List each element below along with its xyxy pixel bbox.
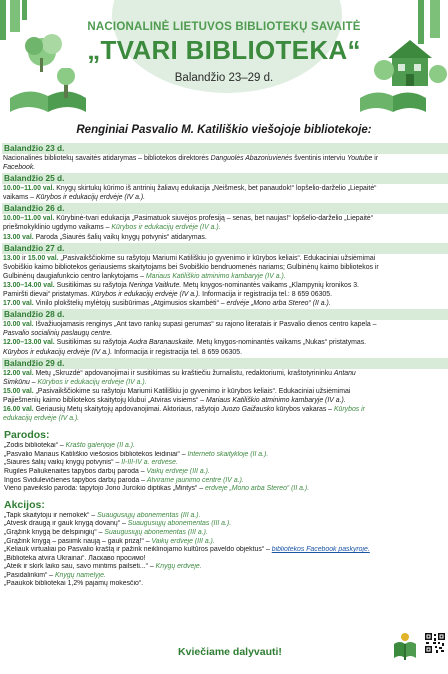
day-header: Balandžio 26 d. (2, 203, 448, 214)
event-time: 10.00–11.00 val. (3, 185, 55, 193)
emphasis-text: Kūrybos ir edukacijų erdvėje (IV a.). (35, 194, 146, 202)
action-item (2, 555, 444, 564)
entry-text: Ingos Svidulevičienės tapybos darbų paroda – (4, 476, 147, 484)
entry-text: „Pasivaikščiokime su rašytoju Mariumi Katiliškiu jo gyvenimo ir kūrybos keliais“. Edukaciniai užsiėmimai (58, 254, 376, 262)
entry-text: – (29, 378, 38, 386)
event-line (2, 348, 448, 357)
entry-text: kūrybos vakaras – (274, 405, 334, 413)
emphasis-text: Kūrybos ir edukacijų erdvėje (IV a.). (91, 291, 201, 299)
event-line (2, 329, 448, 338)
emphasis-text: Neringa Vaitkute. (128, 281, 182, 289)
entry-text: Išvažiuojamasis renginys „Ant tavo rankų supasi gerumas“ su rajono literatais ir Pasvalio dienos centro kapela – (33, 321, 377, 329)
event-line (2, 414, 448, 423)
entry-text: Metų knygos-nominantės vaikams „Nukas“ pristatymas. (194, 339, 367, 347)
entry-text: Knygų skirtukų kūrimo iš antrinių žaliavų edukacija „Neišmesk, bet panaudok!“ lopšelio-darželio „Liepaitė“ (54, 185, 377, 193)
entry-text: Pajiešmenių kaimo bibliotekos skaitytojų klubui „Atviras visiems“ – (3, 396, 206, 404)
action-item (2, 529, 444, 538)
actions-title: Akcijos: (4, 498, 45, 511)
event-line (2, 263, 448, 272)
emphasis-text: Audra Baranauskaite. (128, 339, 195, 347)
exhibition-item (2, 477, 444, 486)
action-item (2, 572, 444, 581)
entry-text: Rugilės Paliukėnaitės tapybos darbų paroda – (4, 467, 147, 475)
emphasis-text: Youtube (347, 155, 373, 162)
exhibition-item (2, 451, 444, 460)
event-location: Vaikų erdvėje (III a.). (151, 537, 215, 545)
entry-text: Susitikimas su rašytoja (54, 339, 129, 347)
event-line (2, 193, 448, 202)
entry-text: vaikams – (3, 194, 36, 202)
action-item (2, 512, 444, 521)
event-line (2, 233, 448, 242)
emphasis-text: erdvėje „Mono arba Stereo“ (II a.). (226, 300, 331, 308)
entry-text: priešmokyklinio ugdymo vaikams – (3, 224, 112, 232)
entry-text: Pamiršti dievai“ pristatymas. (3, 291, 92, 299)
event-location: erdvėje „Mono arba Stereo“ (II a.). (204, 485, 310, 493)
event-time: 17.00 val. (3, 300, 34, 308)
event-line (2, 214, 448, 223)
event-time: 12.00–13.00 val. (3, 339, 55, 347)
entry-text: „Grąžink knygą be delspinigių“ – (4, 528, 105, 536)
event-line (2, 320, 448, 329)
event-time: 13.00 val. (3, 233, 34, 241)
library-logo-icon (392, 632, 418, 662)
event-location: Vaikų erdvėje (III a.). (146, 467, 210, 475)
event-time: 15.00 val. (27, 254, 59, 262)
entry-text: Informacija ir registracija tel. 8 659 06305. (112, 348, 242, 356)
entry-text: „Pasivaikščiokime su rašytoju Mariumi Katiliškiu jo gyvenimo ir kūrybos keliais“. Edukaciniai užsiėmimai (33, 387, 351, 395)
event-location: Suaugusiųjų abonementas (III a.). (104, 528, 208, 536)
entry-text: Vinilo plokštelių mylėtojų susibūrimas „Atgimusios skambėti“ – (33, 300, 227, 308)
exhibition-item (2, 459, 444, 468)
closing-invite: Kviečiame dalyvauti! (178, 646, 282, 658)
event-line (2, 299, 448, 308)
event-location: Suaugusiųjų abonementas (III a.). (127, 520, 232, 528)
event-location: Knygų namelyje. (54, 571, 106, 579)
entry-text: ir (372, 155, 379, 162)
entry-text: ir (20, 254, 28, 262)
day-header: Balandžio 27 d. (2, 243, 448, 254)
qr-code-icon[interactable] (424, 632, 446, 654)
emphasis-text: Facebook. (3, 164, 36, 172)
entry-text: „Ateik ir skirk laiko sau, savo mintims pailsėti...“ – (4, 563, 156, 571)
entry-text: „Žodis bibliotekai“ – (4, 442, 66, 450)
entry-text: „Paaukok bibliotekai 1,2% pajamų mokesčio“. (4, 580, 144, 588)
emphasis-text: Šimkūnu (3, 378, 30, 386)
emphasis-text: Mariaus Katiliškio atminimo kambaryje (IV a.). (205, 396, 346, 404)
schedule (2, 142, 448, 589)
event-line (2, 405, 448, 414)
action-item (2, 580, 444, 589)
day-header: Balandžio 29 d. (2, 358, 448, 369)
event-line (2, 154, 448, 163)
event-location: Krašto galerijoje (II a.). (65, 442, 135, 450)
entry-text: Susitikimas su rašytoja (54, 281, 129, 289)
action-item (2, 563, 444, 572)
event-line (2, 184, 448, 193)
event-time: 12.00 val. (3, 369, 34, 377)
exhibition-item (2, 468, 444, 477)
event-line (2, 290, 448, 299)
event-time: 13.00–14.00 val. (3, 281, 55, 289)
event-location: Interneto skaitykloje (II a.). (187, 450, 269, 458)
event-location: Kūrybos ir edukacijų erdvėje (IV a.). (37, 378, 147, 386)
event-time: 13.00 (3, 254, 21, 262)
event-line (2, 387, 448, 396)
event-line (2, 378, 448, 387)
action-item (2, 520, 444, 529)
event-location: Mariaus Katiliškio atminimo kambaryje (IV a.). (145, 272, 286, 280)
event-time: 10.00–11.00 val. (3, 215, 55, 223)
emphasis-text: Juozo Gaižausko (221, 405, 275, 413)
facebook-link[interactable]: bibliotekos Facebook paskyroje. (271, 546, 370, 554)
event-location: Suaugusiųjų abonementas (III a.). (97, 511, 201, 519)
day-list (2, 143, 448, 423)
actions-list (2, 512, 448, 589)
event-line (2, 369, 448, 378)
entry-text: „Pasidalinkim“ – (4, 571, 55, 579)
entry-text: „Atvesk draugą ir gauk knygą dovanų“ – (4, 520, 128, 528)
entry-text: Metų „Skruzdė“ apdovanojimai ir susitikimas su kraštiečiu žurnalistu, redaktoriumi, kraštotyrininku (33, 369, 334, 377)
action-item (2, 538, 444, 547)
emphasis-text: Antanu (333, 369, 356, 377)
exhibition-item (2, 485, 444, 494)
entry-text: „Tapk skaitytoju ir nemokėk“ – (4, 511, 98, 519)
event-time: 10.00 val. (3, 321, 34, 329)
open-book-icon (358, 84, 428, 114)
event-line (2, 338, 448, 347)
entry-text: Švobiškio kaimo bibliotekos geriausiems skaitytojams bei Švobiškio bendruomenės nariams; Gulbinėnų kaimo bibliotekos ir (3, 263, 379, 271)
event-time: 15.00 val. (3, 387, 34, 395)
entry-text: Kūrybinė-tvari edukacija „Pasimatuok siuvėjos profesiją – senas, bet naujas!“ lopšelio-darželio „Liepaitė“ (54, 215, 374, 223)
entry-text: Nacionalinės bibliotekų savaitės atidarymas – bibliotekos direktorės (3, 155, 211, 162)
event-kicker: NACIONALINĖ LIETUVOS BIBLIOTEKŲ SAVAITĖ (87, 21, 361, 33)
events-heading: Renginiai Pasvalio M. Katiliškio viešojoje bibliotekoje: (76, 124, 372, 136)
emphasis-text: Kūrybos ir edukacijų erdvėje (IV a.). (3, 348, 113, 356)
event-line (2, 272, 448, 281)
entry-text: „Grąžink knygą – pasiimk naują – gauk prizą!“ – (4, 537, 152, 545)
exhibitions-list (2, 442, 448, 494)
event-line (2, 163, 448, 172)
event-line (2, 396, 448, 405)
action-item (2, 546, 444, 555)
emphasis-text: Pasvalio socialinių paslaugų centre. (3, 330, 113, 338)
event-location: Kūrybos ir edukacijų erdvėje (IV a.). (111, 224, 221, 232)
event-line (2, 254, 448, 263)
emphasis-text: Danguolės Abazoriuvienės (210, 155, 293, 162)
day-header: Balandžio 25 d. (2, 173, 448, 184)
poster-header (0, 0, 448, 120)
event-location: Kūrybos ir (333, 405, 365, 413)
event-location: II-III-IV a. erdvėse. (121, 459, 178, 467)
entry-text: Informacija ir registracija tel.: 8 659 06305. (200, 291, 332, 299)
page-title: „TVARI BIBLIOTEKA“ (87, 35, 361, 65)
event-location: Atvirame jaunimo centre (IV a.). (146, 476, 244, 484)
entry-text: „Biblioteka atvira Ukrainai“. Ласкаво просимо! (4, 554, 146, 562)
exhibition-item (2, 442, 444, 451)
event-dates: Balandžio 23–29 d. (174, 72, 274, 84)
exhibitions-title: Parodos: (4, 429, 50, 442)
entry-text: Geriausių Metų skaitytojų apdovanojimai. Aktoriaus, rašytojo (33, 405, 222, 413)
event-time: 16.00 val. (3, 405, 34, 413)
entry-text: „Keliauk virtualiai po Pasvalio kraštą ir pažink neiklinojamo kultūros paveldo objektus“ – (4, 546, 272, 554)
entry-text: „Pasvalio Mariaus Katiliškio viešosios bibliotekos leidiniai“ – (4, 450, 188, 458)
entry-text: Vieno paveikslo paroda: tapytojo Jono Jurcikio diptikas „Mintys“ – (4, 485, 205, 493)
day-header: Balandžio 23 d. (2, 143, 448, 154)
entry-text: Paroda „Šiaurės šalių vaikų knygų potvynis“ atidarymas. (33, 233, 207, 241)
event-line (2, 223, 448, 232)
event-location: Knygų erdvėje. (155, 563, 202, 571)
entry-text: Metų knygos-nominantės vaikams „Klampynių kronikos 3. (181, 281, 359, 289)
entry-text: „Šiaurės šalių vaikų knygų potvynis“ – (4, 459, 122, 467)
event-location: edukacijų erdvėje (IV a.). (3, 415, 80, 423)
event-line (2, 281, 448, 290)
entry-text: šventinis interviu (292, 155, 348, 162)
day-header: Balandžio 28 d. (2, 309, 448, 320)
entry-text: Gulbinėnų daugiafunkcio centro lankytojams – (3, 272, 146, 280)
